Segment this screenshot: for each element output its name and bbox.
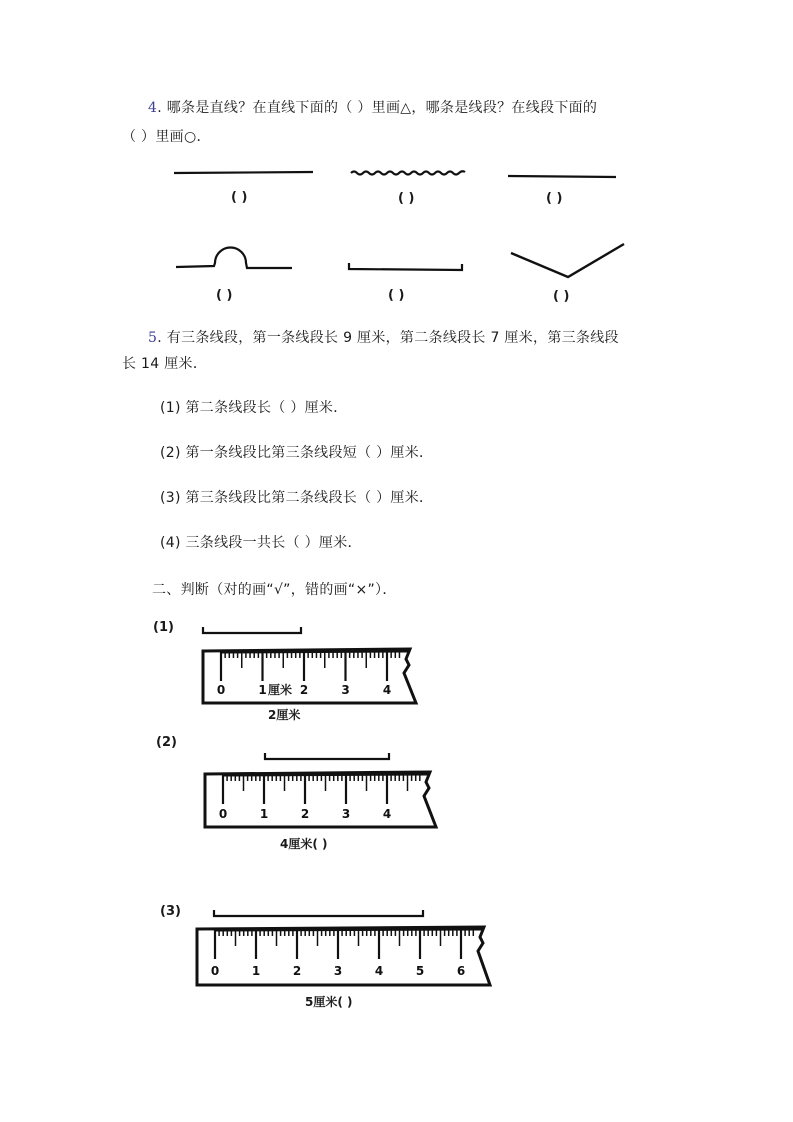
q5-subquestion-3: (3) 第三条线段比第二条线段长（ ）厘米．: [160, 490, 434, 506]
q5-subquestion-1: (1) 第二条线段长（ ）厘米．: [160, 400, 348, 416]
svg-text:1: 1: [259, 807, 269, 821]
answer-blank-2[interactable]: ( ): [398, 191, 415, 206]
svg-text:5: 5: [415, 964, 425, 978]
answer-blank-1[interactable]: ( ): [231, 190, 248, 205]
judge-item-1-label: (1): [153, 620, 174, 635]
judge-item-1-caption: 2厘米: [268, 708, 301, 722]
svg-text:4: 4: [382, 807, 392, 821]
judge-item-2-label: (2): [156, 735, 177, 750]
svg-text:0: 0: [216, 683, 226, 697]
svg-text:0: 0: [218, 807, 228, 821]
svg-text:2: 2: [300, 807, 310, 821]
answer-blank-6[interactable]: ( ): [553, 289, 570, 304]
svg-text:0: 0: [210, 964, 220, 978]
judge-item-3-label: (3): [160, 904, 181, 919]
svg-text:3: 3: [341, 807, 351, 821]
q4-number: 4: [148, 100, 158, 116]
q5-number: 5: [148, 330, 158, 346]
q4-text-1: . 哪条是直线？在直线下面的（ ）里画△，哪条是线段？在线段下面的: [157, 100, 598, 116]
svg-text:3: 3: [333, 964, 343, 978]
svg-text:4: 4: [374, 964, 384, 978]
svg-text:3: 3: [341, 683, 350, 697]
q4-line-2: （ ）里画○．: [122, 129, 211, 145]
svg-text:2: 2: [299, 683, 309, 697]
section-2-title: 二、判断（对的画“√”，错的画“×”）．: [152, 582, 397, 598]
judge-item-3-caption[interactable]: 5厘米( ): [305, 995, 353, 1009]
q5-text-1: . 有三条线段，第一条线段长 9 厘米，第二条线段长 7 厘米，第三条线段: [157, 330, 619, 346]
svg-text:1: 1: [258, 683, 267, 697]
svg-text:4: 4: [382, 683, 392, 697]
judge-item-2-caption[interactable]: 4厘米( ): [280, 837, 328, 851]
svg-text:1: 1: [251, 964, 261, 978]
answer-blank-4[interactable]: ( ): [216, 288, 233, 303]
q5-line-2: 长 14 厘米．: [122, 356, 208, 372]
q5-subquestion-2: (2) 第一条线段比第三条线段短（ ）厘米．: [160, 445, 434, 461]
answer-blank-3[interactable]: ( ): [546, 191, 563, 206]
svg-text:2: 2: [292, 964, 302, 978]
ruler-1-unit: 厘米: [268, 683, 293, 697]
q5-subquestion-4: (4) 三条线段一共长（ ）厘米．: [160, 535, 362, 551]
svg-text:6: 6: [456, 964, 466, 978]
answer-blank-5[interactable]: ( ): [388, 288, 405, 303]
